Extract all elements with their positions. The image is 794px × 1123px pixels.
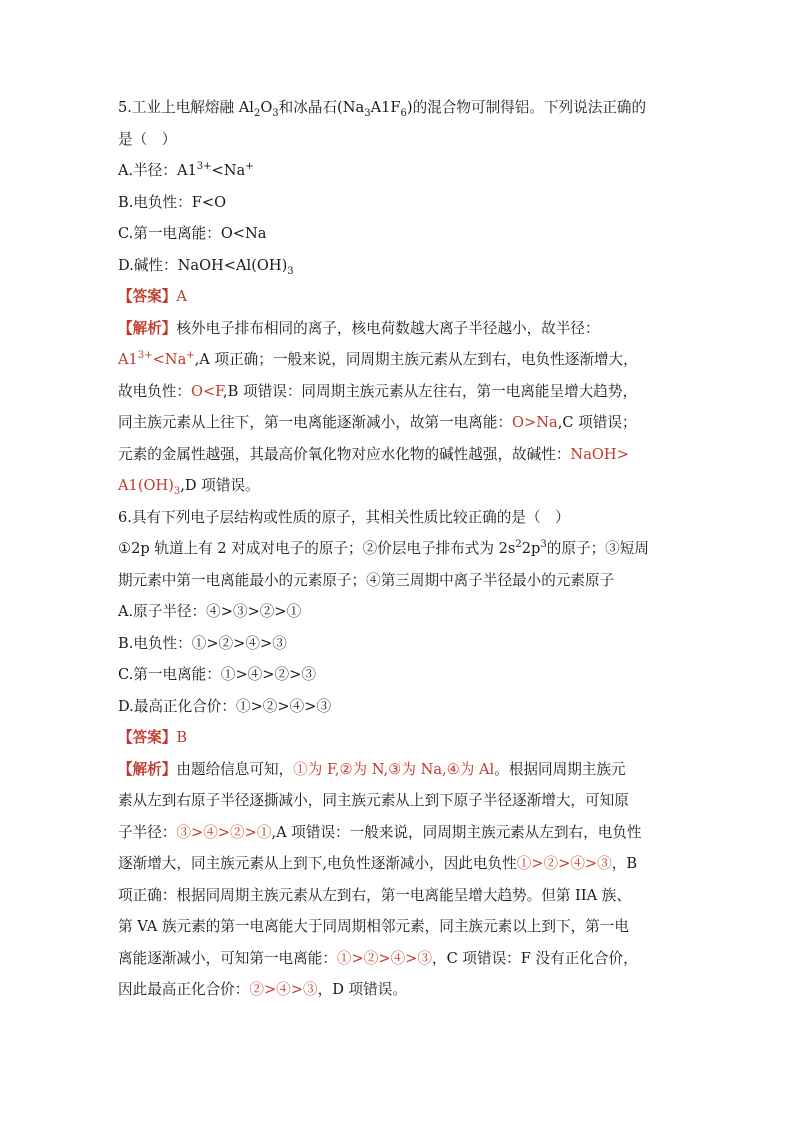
q5-option-d — [118, 250, 680, 282]
text: 因此最高正化合价： — [118, 981, 250, 998]
text: O — [260, 99, 273, 116]
subscript: 3 — [364, 107, 371, 119]
q6-analysis-line1 — [118, 754, 680, 786]
text: D.碱性：NaOH<Al(OH) — [118, 256, 288, 274]
q6-option-c: C.第一电离能：①>④>②>③ — [118, 666, 316, 683]
subscript: 3 — [287, 265, 294, 277]
text: ①2p 轨道上有 2 对成对电子的原子；②价层电子排布式为 2s — [118, 540, 516, 557]
answer-tag-text: 【答案】 — [118, 729, 177, 746]
text: NaOH> — [570, 445, 629, 463]
answer-tag — [118, 729, 176, 746]
q5-analysis-line1 — [118, 313, 680, 345]
text: 由题给信息可知， — [176, 760, 294, 778]
text: ②>④>③ — [249, 981, 318, 998]
q6-info-line1 — [118, 533, 680, 565]
text: )的混合物可制得铝。下列说法正确的 — [406, 99, 647, 116]
superscript: 3+ — [137, 350, 153, 362]
text: 核外电子排布相同的离子，核电荷数越大离子半径越小，故半径： — [176, 319, 600, 337]
text: 同主族元素从上往下，第一电离能逐渐减小，故第一电离能： — [118, 414, 513, 431]
text: 子半径： — [118, 823, 177, 841]
text: ,A 项错误：一般来说，同周期主族元素从左到右，电负性 — [271, 823, 642, 841]
q6-analysis-line6: 第 VA 族元素的第一电离能大于同周期相邻元素，同主族元素以上到下，第一电 — [118, 918, 629, 935]
superscript: + — [245, 161, 254, 173]
q5-analysis-line6 — [118, 470, 680, 502]
q6-analysis-line8 — [118, 974, 680, 1006]
q6-answer — [118, 722, 680, 754]
text: A1(OH) — [118, 477, 174, 494]
answer-value: A — [176, 288, 187, 305]
q5-answer — [118, 281, 680, 313]
text: 和冰晶石(Na — [278, 99, 365, 116]
q6-info-line2: 期元素中第一电离能最小的元素原子；④第三周期中离子半径最小的元素原子 — [118, 571, 615, 589]
q6-stem: 6.具有下列电子层结构或性质的原子，其相关性质比较正确的是（ ） — [118, 508, 570, 526]
text: 离能逐渐减小，可知第一电离能： — [118, 949, 337, 967]
answer-tag — [118, 288, 176, 305]
text: ，B — [611, 855, 638, 872]
q6-option-d: D.最高正化合价：①>②>④>③ — [118, 697, 332, 715]
text: ，C 项错误：F 没有正化合价， — [431, 949, 638, 967]
answer-value: B — [176, 729, 188, 746]
subscript: 3 — [173, 485, 181, 497]
text: ,D 项错误。 — [180, 477, 260, 494]
q5-option-b: B.电负性：F<O — [118, 193, 227, 211]
analysis-tag — [118, 761, 176, 778]
subscript: 2 — [253, 107, 261, 119]
text: A1 — [118, 351, 138, 368]
text: ①>②>④>③ — [516, 855, 612, 872]
q6-option-b: B.电负性：①>②>④>③ — [118, 634, 287, 652]
analysis-tag-text: 【解析】 — [118, 760, 177, 778]
q5-option-c: C.第一电离能：O<Na — [118, 225, 267, 242]
q6-analysis-line7 — [118, 943, 680, 975]
q5-analysis-line5 — [118, 439, 680, 471]
text: 的原子；③短周 — [546, 540, 649, 557]
q5-option-a — [118, 155, 680, 187]
text: 元素的金属性越强，其最高价氧化物对应水化物的碱性越强，故碱性： — [118, 445, 571, 463]
q6-analysis-line4 — [118, 848, 680, 880]
subscript: 6 — [400, 107, 407, 119]
q6-analysis-line5: 项正确：根据同周期主族元素从左到右，第一电离能呈增大趋势。但第 IIA 族、 — [118, 886, 631, 904]
analysis-tag-text: 【解析】 — [118, 319, 177, 337]
superscript: 3 — [540, 539, 547, 551]
text: A.半径：A1 — [118, 162, 197, 179]
text: 5.工业上电解熔融 Al — [118, 99, 254, 116]
q6-analysis-line3 — [118, 817, 680, 849]
superscript: 2 — [515, 539, 522, 551]
text: ,A 项正确；一般来说，同周期主族元素从左到右，电负性逐渐增大， — [194, 351, 638, 368]
text: ,C 项错误； — [557, 414, 637, 431]
answer-tag-text: 【答案】 — [118, 288, 177, 305]
subscript: 3 — [272, 107, 279, 119]
q5-stem-line1 — [118, 92, 680, 124]
text: ①为 F,②为 N,③为 Na,④为 Al — [293, 760, 495, 778]
q6-analysis-line2: 素从左到右原子半径逐撕减小，同主族元素从上到下原子半径逐渐增大，可知原 — [118, 792, 629, 809]
q5-analysis-line4 — [118, 407, 680, 439]
superscript: + — [186, 350, 195, 362]
text: O>Na — [512, 414, 558, 431]
text: O<F — [190, 382, 224, 400]
q5-stem-line2: 是（ ） — [118, 130, 177, 148]
document-page — [118, 92, 680, 1006]
q5-analysis-line3 — [118, 376, 680, 408]
text: ①>②>④>③ — [336, 949, 432, 967]
text: <Na — [211, 162, 246, 179]
text: ③>④>②>① — [176, 823, 272, 841]
analysis-tag — [118, 320, 176, 337]
q5-analysis-line2 — [118, 344, 680, 376]
text: 。根据同周期主族元 — [494, 760, 626, 778]
text: 故电负性： — [118, 382, 191, 400]
q6-option-a: A.原子半径：④>③>②>① — [118, 603, 302, 620]
text: 2p — [521, 540, 541, 557]
text: <Na — [152, 351, 187, 368]
text: ，D 项错误。 — [317, 981, 407, 998]
superscript: 3+ — [196, 161, 212, 173]
text: A1F — [370, 99, 401, 116]
text: ,B 项错误：同周期主族元素从左往右，第一电离能呈增大趋势， — [223, 382, 638, 400]
text: 逐渐增大，同主族元素从上到下,电负性逐渐减小，因此电负性 — [118, 855, 517, 872]
